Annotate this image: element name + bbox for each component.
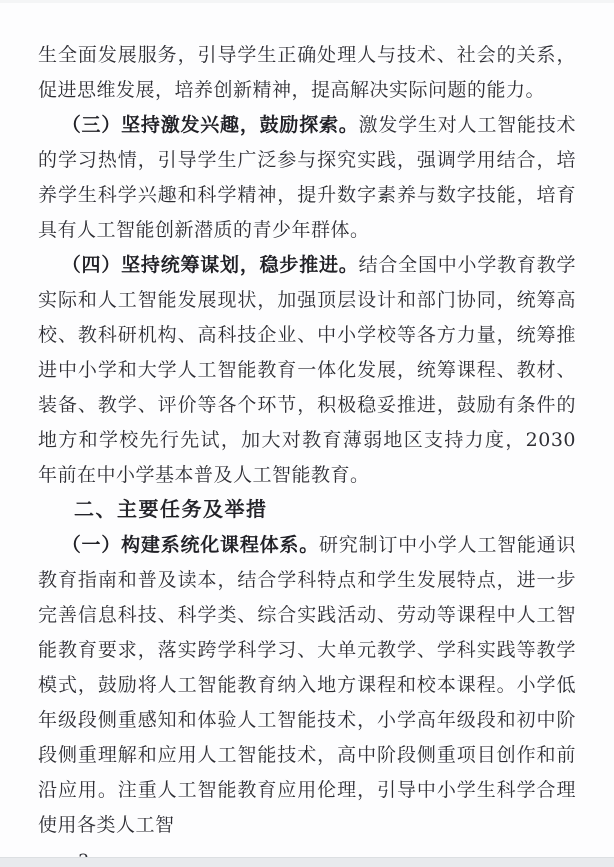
- paragraph-text: 生全面发展服务，引导学生正确处理人与技术、社会的关系，促进思维发展，培养创新精神，提高解决实际问题的能力。: [38, 44, 576, 101]
- paragraph-lead: （四）坚持统筹谋划，稳步推进。: [61, 254, 359, 276]
- paragraph-text: 结合全国中小学教育教学实际和人工智能发展现状，加强顶层设计和部门协同，统筹高校、教科研机构、高科技企业、中小学校等各方力量，统筹推进中小学和大学人工智能教育一体化发展，统筹课程、教材、装备、教学、评价等各个环节，积极稳妥推进，鼓励有条件的地方和学校先行先试，加大对教育薄弱地区支持力度，2030 年前在中小学基本普及人工智能教育。: [38, 254, 576, 486]
- paragraph-text: 研究制订中小学人工智能通识教育指南和普及读本，结合学科特点和学生发展特点，进一步完善信息科技、科学类、综合实践活动、劳动等课程中人工智能教育要求，落实跨学科学习、大单元教学、学科实践等教学模式，鼓励将人工智能教育纳入地方课程和校本课程。小学低年级段侧重感知和体验人工智能技术，小学高年级段和初中阶段侧重理解和应用人工智能技术，高中阶段侧重项目创作和前沿应用。注重人工智能教育应用伦理，引导中小学生科学合理使用各类人工智: [38, 534, 576, 836]
- paragraph-lead: （三）坚持激发兴趣，鼓励探索。: [61, 114, 359, 136]
- section-heading: 二、主要任务及举措: [74, 499, 268, 521]
- page-top-edge: [0, 0, 614, 3]
- paragraph-principle-3: [38, 108, 576, 248]
- paragraph-text: 激发学生对人工智能技术的学习热情，引导学生广泛参与探究实践，强调学用结合，培养学生科学兴趣和科学精神，提升数字素养与数字技能，培育具有人工智能创新潜质的青少年群体。: [38, 114, 576, 241]
- document-body: [38, 38, 576, 867]
- paragraph-principle-4: [38, 248, 576, 493]
- paragraph-lead: （一）构建系统化课程体系。: [61, 534, 320, 556]
- page-bottom-edge: [0, 857, 614, 867]
- paragraph-task-1: [38, 528, 576, 843]
- paragraph-continued: [38, 38, 576, 108]
